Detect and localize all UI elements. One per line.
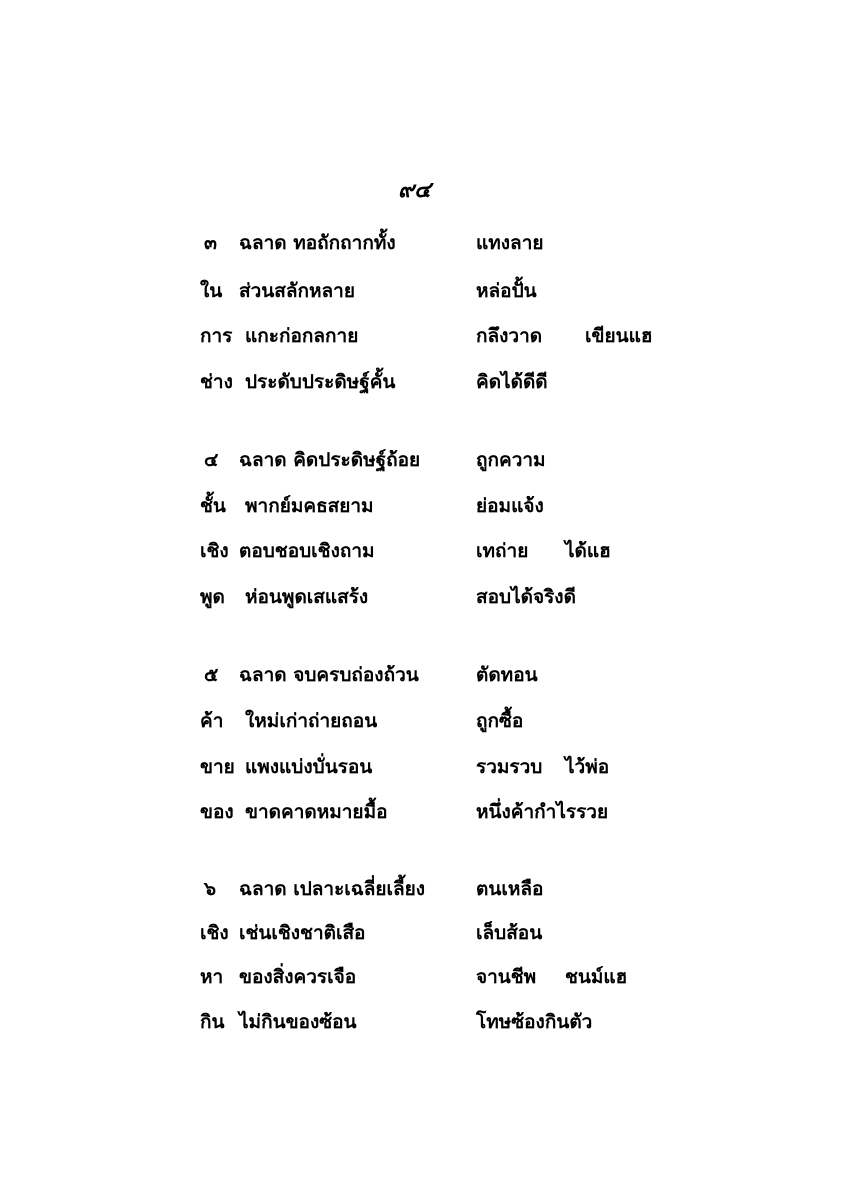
verse-lead-word: พูด [200, 586, 225, 608]
verse-lead-word: กิน [200, 1011, 225, 1033]
verse-ending: เล็บส้อน [476, 922, 543, 944]
verse-text: ส่วนสลักหลาย [239, 280, 355, 302]
verse-ending: คิดได้ดีดี [476, 371, 548, 393]
verse-lead-word: เชิง [200, 540, 229, 562]
verse-coda: ชนม์แฮ [565, 966, 628, 988]
verse-ending: ตนเหลือ [476, 878, 544, 900]
verse-ending: ถูกความ [476, 449, 546, 471]
verse-ending: จานชีพ [476, 966, 537, 988]
verse-line [0, 491, 851, 521]
verse-ending: กลึงวาด [476, 325, 543, 347]
verse-text: ฉลาด จบครบถ่องถ้วน [239, 664, 419, 686]
verse-coda: ไว้พ่อ [565, 756, 610, 778]
verse-ending: เทถ่าย [476, 540, 529, 562]
verse-ending: ย่อมแจ้ง [476, 495, 544, 517]
verse-text: เช่นเชิงชาติเสือ [239, 922, 366, 944]
verse-coda: ได้แฮ [565, 540, 611, 562]
verse-line [0, 918, 851, 948]
verse-text: แพงแบ่งบั่นรอน [245, 756, 373, 778]
verse-text: ฉลาด ทอถักถากทั้ง [239, 232, 396, 254]
verse-text: แกะก่อกลกาย [245, 325, 359, 347]
verse-line [0, 797, 851, 827]
verse-text: ฉลาด เปลาะเฉลี่ยเลี้ยง [239, 878, 426, 900]
verse-lead-word: ช่าง [200, 371, 233, 393]
verse-text: ประดับประดิษฐ์คั้น [245, 371, 396, 393]
verse-line [0, 874, 851, 904]
verse-line [0, 276, 851, 306]
verse-ending: สอบได้จริงดี [476, 586, 576, 608]
verse-coda: เขียนแฮ [585, 325, 653, 347]
verse-text: พากย์มคธสยาม [245, 495, 374, 517]
verse-line [0, 1007, 851, 1037]
verse-line [0, 445, 851, 475]
verse-line [0, 752, 851, 782]
verse-lead-word: หา [200, 966, 224, 988]
verse-text: ตอบชอบเชิงถาม [239, 540, 375, 562]
verse-text: ขาดคาดหมายมื้อ [245, 801, 388, 823]
verse-lead-word: ชั้น [200, 495, 226, 517]
page-number: ๙๔ [398, 178, 431, 203]
verse-text: ไม่กินของซ้อน [239, 1011, 357, 1033]
verse-ending: รวมรวบ [476, 756, 543, 778]
stanza-number: ๓ [204, 232, 217, 254]
verse-text: ใหม่เก่าถ่ายถอน [245, 710, 378, 732]
verse-line [0, 321, 851, 351]
verse-ending: แทงลาย [476, 232, 544, 254]
stanza-number: ๔ [204, 449, 219, 471]
verse-lead-word: ค้า [200, 710, 224, 732]
verse-line [0, 367, 851, 397]
verse-text: ห่อนพูดเสแสร้ง [245, 586, 369, 608]
verse-lead-word: ใน [200, 280, 223, 302]
verse-lead-word: ขาย [200, 756, 235, 778]
verse-line [0, 706, 851, 736]
verse-line [0, 660, 851, 690]
verse-line [0, 228, 851, 258]
stanza-number: ๕ [204, 664, 219, 686]
verse-lead-word: เชิง [200, 922, 229, 944]
verse-lead-word: ของ [200, 801, 234, 823]
verse-ending: ตัดทอน [476, 664, 538, 686]
stanza-number: ๖ [204, 878, 217, 900]
verse-line [0, 962, 851, 992]
verse-ending: ถูกซื้อ [476, 710, 524, 732]
verse-ending: หล่อปั้น [476, 280, 537, 302]
verse-line [0, 582, 851, 612]
verse-line [0, 536, 851, 566]
verse-text: ฉลาด คิดประดิษฐ์ถ้อย [239, 449, 421, 471]
verse-ending: หนึ่งค้ากำไรรวย [476, 801, 609, 823]
verse-ending: โทษซ้องกินตัว [476, 1011, 593, 1033]
verse-text: ของสิ่งควรเจือ [239, 966, 357, 988]
verse-lead-word: การ [200, 325, 233, 347]
